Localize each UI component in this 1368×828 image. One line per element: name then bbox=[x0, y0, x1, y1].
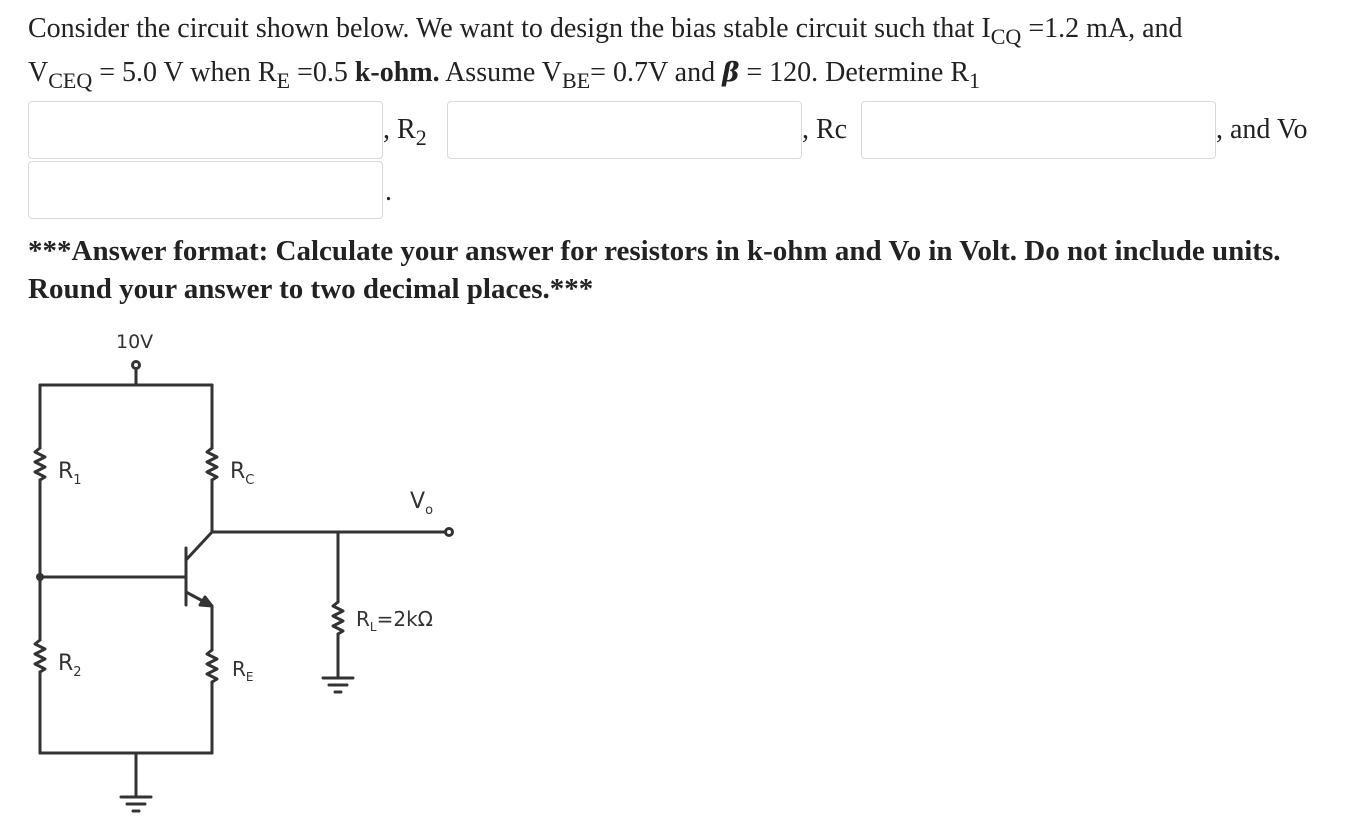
rc-label: $R_C$ bbox=[230, 459, 255, 488]
vbe-symbol: $V_{BE}$ bbox=[541, 57, 591, 93]
r1-label: $R_1$ bbox=[58, 459, 82, 488]
question-line-2 bbox=[28, 56, 981, 93]
beta-value: = 120. Determine bbox=[739, 57, 951, 88]
vceq-value: = 5.0 V when bbox=[92, 57, 258, 88]
answer-format-instructions: ***Answer format: Calculate your answer for resistors in k-ohm and Vo in Volt. Do not include units. Round your answer to two decimal places.*** bbox=[28, 235, 1281, 305]
r1-symbol: $R_1$ bbox=[950, 57, 981, 93]
circuit-diagram bbox=[0, 320, 520, 828]
vo-label: $V_o$ bbox=[410, 489, 434, 518]
re-label: $R_E$ bbox=[232, 657, 254, 684]
beta-symbol: β bbox=[722, 58, 740, 88]
r1-answer-input[interactable] bbox=[28, 101, 383, 159]
icq-symbol: $I_{CQ}$ bbox=[981, 13, 1022, 49]
transistor-collector-lead bbox=[186, 532, 212, 560]
rl-label: $R_L=2k\Omega$ bbox=[356, 607, 433, 634]
base-node-dot bbox=[36, 573, 44, 581]
vo-terminal bbox=[446, 529, 453, 536]
supply-terminal bbox=[133, 362, 140, 386]
vo-answer-input[interactable] bbox=[28, 161, 383, 219]
rc-answer-input[interactable] bbox=[861, 101, 1216, 159]
rc-label: , Rc bbox=[802, 114, 848, 145]
rl-resistor bbox=[333, 602, 343, 634]
icq-value: =1.2 mA, and bbox=[1021, 13, 1183, 44]
r2-label: , $R_2$ bbox=[383, 114, 427, 150]
assume-text: Assume bbox=[439, 57, 542, 88]
re-value: =0.5 bbox=[290, 57, 355, 88]
question-intro: Consider the circuit shown below. We want to design the bias stable circuit such that bbox=[28, 13, 982, 44]
re-resistor bbox=[207, 650, 217, 682]
ground-symbol bbox=[121, 797, 151, 811]
kohm-unit: k-ohm. bbox=[354, 57, 440, 88]
rc-resistor bbox=[207, 448, 217, 480]
r2-resistor bbox=[35, 640, 45, 672]
rl-ground-symbol bbox=[323, 678, 353, 692]
question-line-1 bbox=[28, 12, 1183, 49]
emitter-arrow-icon bbox=[200, 597, 212, 606]
vo-label: , and Vo bbox=[1216, 114, 1308, 145]
r1-resistor bbox=[35, 448, 45, 480]
vbe-value: = 0.7V and bbox=[590, 57, 723, 88]
vceq-symbol: $V_{CEQ}$ bbox=[28, 57, 93, 93]
sentence-end-period: . bbox=[385, 176, 392, 207]
supply-label: 10V bbox=[116, 331, 154, 353]
r2-answer-input[interactable] bbox=[447, 101, 802, 159]
re-symbol: $R_E$ bbox=[257, 57, 291, 93]
r2-label: $R_2$ bbox=[58, 651, 82, 680]
